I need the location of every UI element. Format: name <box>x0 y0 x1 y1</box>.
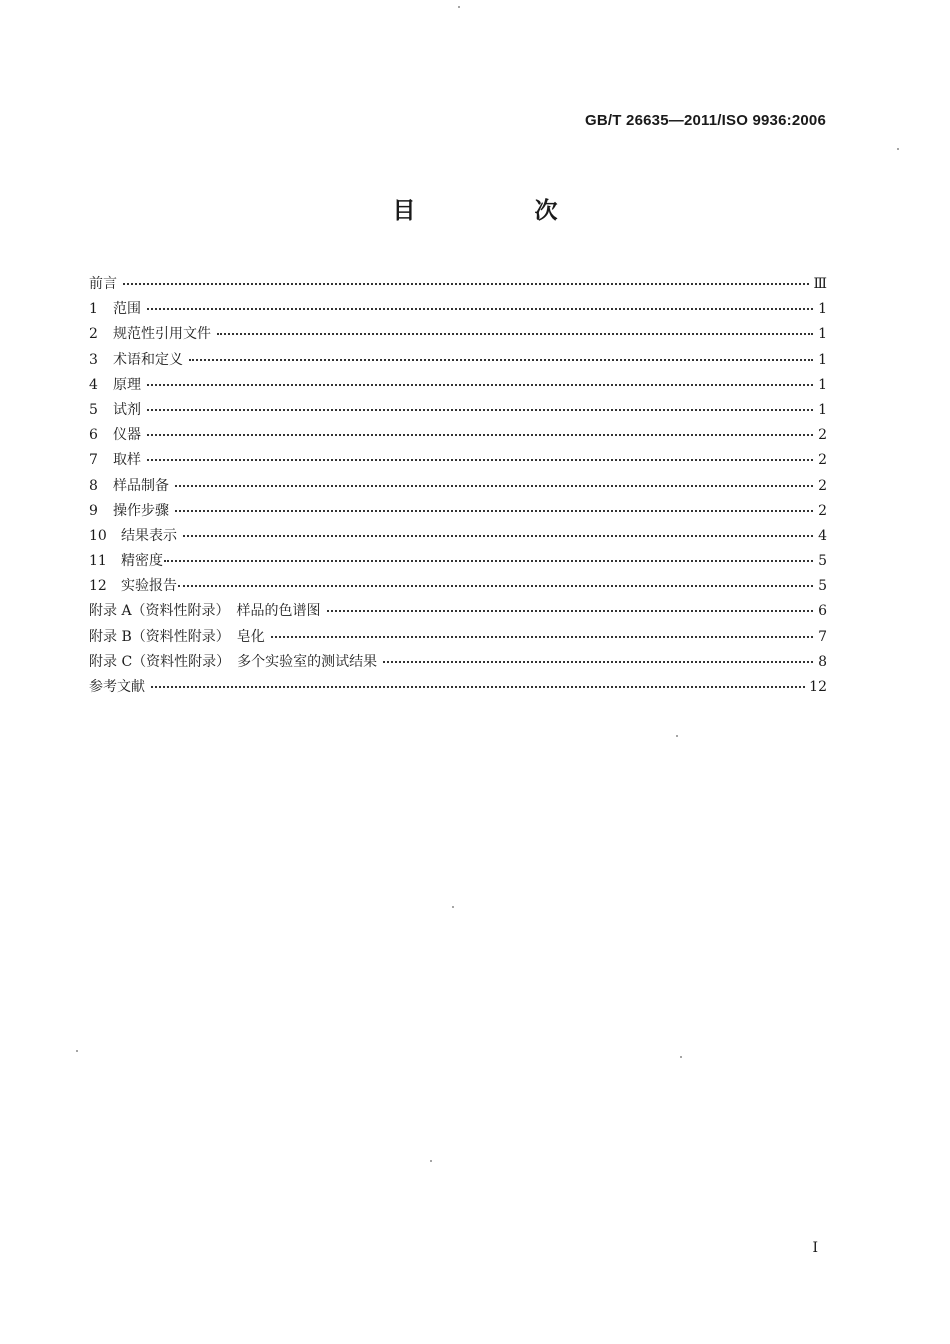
dot-leader <box>175 506 813 512</box>
toc-entry-normative-references[interactable] <box>89 322 827 347</box>
dot-leader <box>327 606 813 612</box>
toc-entry-number: 9 <box>89 502 98 519</box>
toc-entry-number: 5 <box>89 401 98 418</box>
toc-entry-page: 1 <box>818 351 827 368</box>
page-title: 目 次 <box>392 198 606 224</box>
toc-entry-label: 样品制备 <box>113 477 169 494</box>
dot-leader <box>183 531 813 537</box>
dot-leader <box>147 430 813 436</box>
toc-entry-page: 2 <box>818 452 827 469</box>
toc-entry-label: 附录 B（资料性附录） 皂化 <box>89 628 265 645</box>
toc-entry-label: 精密度 <box>121 553 163 570</box>
toc-entry-test-report[interactable] <box>89 574 827 599</box>
toc-entry-page: Ⅲ <box>813 276 827 292</box>
toc-entry-annex-a[interactable] <box>89 599 827 624</box>
dot-leader <box>147 380 813 386</box>
dot-leader <box>151 682 805 688</box>
toc-entry-number: 10 <box>89 527 107 544</box>
toc-entry-page: 2 <box>818 427 827 444</box>
dot-leader <box>147 455 813 461</box>
toc-entry-page: 5 <box>818 553 827 570</box>
dot-leader <box>383 657 813 663</box>
toc-entry-number: 7 <box>89 452 98 469</box>
dot-leader <box>175 481 813 487</box>
toc-entry-page: 1 <box>818 326 827 343</box>
toc-entry-bibliography[interactable] <box>89 675 827 700</box>
toc-entry-label: 结果表示 <box>121 527 177 544</box>
toc-entry-label: 取样 <box>113 452 141 469</box>
scan-speck <box>76 1050 78 1052</box>
toc-entry-page: 6 <box>818 603 827 620</box>
toc-entry-label: 附录 A（资料性附录） 样品的色谱图 <box>89 603 321 620</box>
toc-entry-label: 实验报告 <box>121 578 177 595</box>
toc-entry-page: 5 <box>818 578 827 595</box>
toc-entry-label: 附录 C（资料性附录） 多个实验室的测试结果 <box>89 653 378 670</box>
toc-entry-label: 参考文献 <box>89 679 145 695</box>
scan-speck <box>680 1056 682 1058</box>
dot-leader <box>123 279 809 285</box>
toc-entry-number: 11 <box>89 553 107 570</box>
toc-entry-page: 1 <box>818 401 827 418</box>
dot-leader <box>147 405 813 411</box>
toc-entry-label: 仪器 <box>113 427 141 444</box>
toc-entry-page: 8 <box>818 653 827 670</box>
toc-entry-label: 试剂 <box>113 401 141 418</box>
toc-entry-label: 范围 <box>113 301 141 318</box>
toc-entry-terms-definitions[interactable] <box>89 348 827 373</box>
toc-entry-label: 术语和定义 <box>113 351 183 368</box>
toc-entry-foreword[interactable] <box>89 272 827 297</box>
toc-entry-number: 8 <box>89 477 98 494</box>
toc-entry-reagents[interactable] <box>89 398 827 423</box>
toc-entry-label: 前言 <box>89 276 117 292</box>
toc-entry-number: 3 <box>89 351 98 368</box>
toc-entry-page: 1 <box>818 301 827 318</box>
toc-entry-number: 12 <box>89 578 107 595</box>
toc-entry-page: 2 <box>818 477 827 494</box>
toc-entry-page: 2 <box>818 502 827 519</box>
dot-leader <box>189 355 813 361</box>
dot-leader <box>164 556 813 562</box>
toc-entry-sampling[interactable] <box>89 448 827 473</box>
toc-entry-scope[interactable] <box>89 297 827 322</box>
toc-entry-principle[interactable] <box>89 373 827 398</box>
toc-entry-label: 操作步骤 <box>113 502 169 519</box>
page-number: I <box>812 1240 818 1256</box>
toc-entry-number: 6 <box>89 427 98 444</box>
dot-leader <box>217 329 813 335</box>
scan-speck <box>458 6 460 8</box>
toc-entry-annex-b[interactable] <box>89 625 827 650</box>
standard-code-header: GB/T 26635—2011/ISO 9936:2006 <box>585 112 826 129</box>
dot-leader <box>178 581 813 587</box>
toc-entry-page: 7 <box>818 628 827 645</box>
toc-entry-expression-of-results[interactable] <box>89 524 827 549</box>
toc-entry-annex-c[interactable] <box>89 650 827 675</box>
toc-entry-number: 2 <box>89 326 98 343</box>
toc-entry-label: 原理 <box>113 376 141 393</box>
scan-speck <box>452 906 454 908</box>
table-of-contents <box>89 272 827 700</box>
toc-entry-page: 1 <box>818 376 827 393</box>
scan-speck <box>676 735 678 737</box>
toc-entry-procedure[interactable] <box>89 499 827 524</box>
scan-speck <box>897 148 899 150</box>
toc-entry-page: 12 <box>809 679 827 695</box>
toc-entry-apparatus[interactable] <box>89 423 827 448</box>
scan-speck <box>430 1160 432 1162</box>
toc-entry-number: 1 <box>89 301 98 318</box>
toc-entry-page: 4 <box>818 527 827 544</box>
toc-entry-sample-preparation[interactable] <box>89 474 827 499</box>
toc-entry-precision[interactable] <box>89 549 827 574</box>
toc-entry-number: 4 <box>89 376 98 393</box>
toc-entry-label: 规范性引用文件 <box>113 326 211 343</box>
dot-leader <box>271 632 813 638</box>
dot-leader <box>147 304 813 310</box>
